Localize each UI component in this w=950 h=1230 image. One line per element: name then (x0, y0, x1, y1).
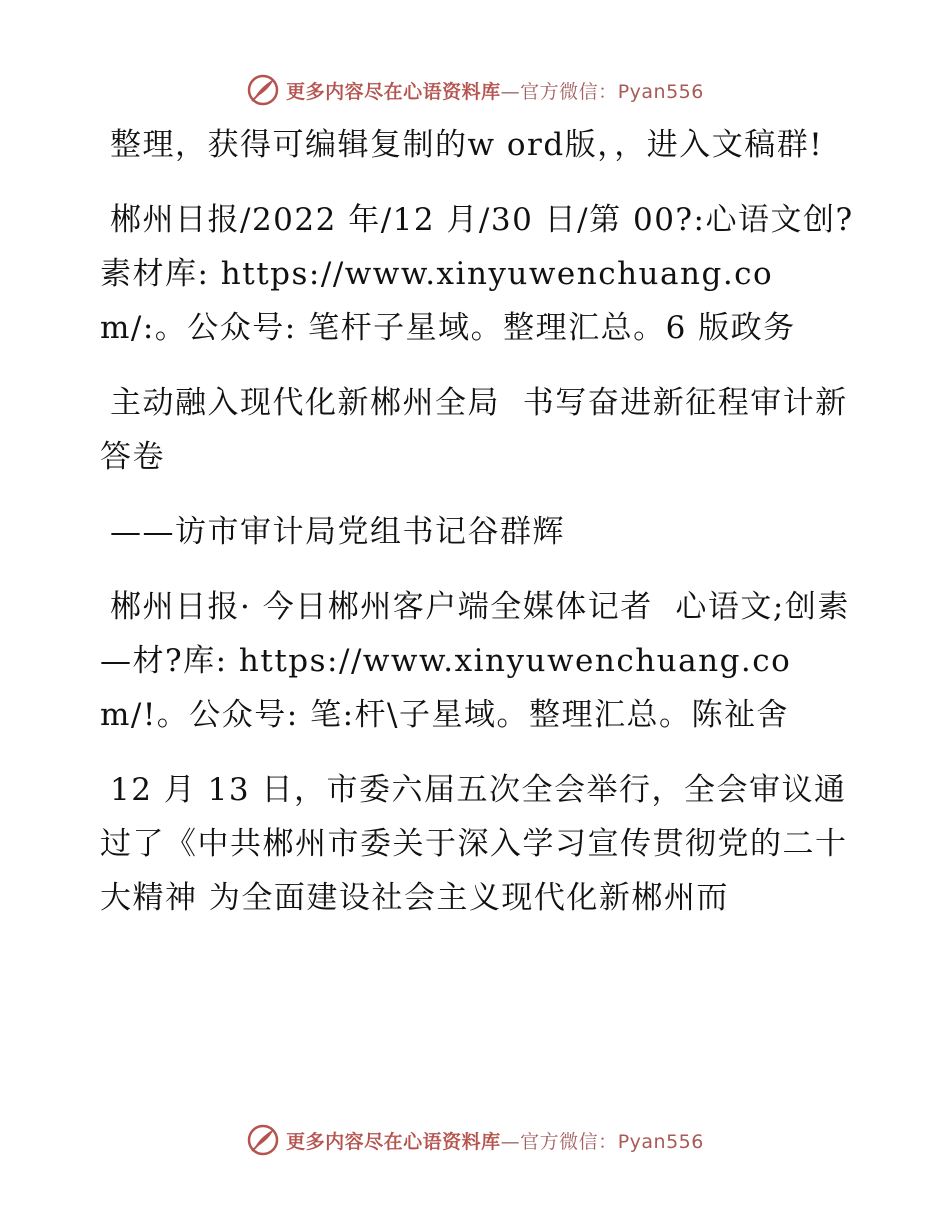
watermark-brand: 更多内容尽在心语资料库 (286, 1130, 501, 1153)
article-subheadline: ——访市审计局党组书记谷群辉 (110, 514, 565, 550)
watermark-wechat-label: 官方微信： (520, 1130, 618, 1153)
watermark-text (286, 1127, 704, 1154)
quill-logo-icon (246, 1123, 280, 1157)
paragraph-source: 郴州日报/2022 年/12 月/30 日/第 00?:心语文创?素材库: https://www.xinyuwenchuang.com/:。公众号: 笔杆子星域。整理汇总。6 版政务 (100, 202, 854, 346)
article-headline: 主动融入现代化新郴州全局 书写奋进新征程审计新答卷 (100, 385, 848, 475)
watermark-separator: — (500, 80, 521, 103)
watermark-wechat-id: Pyan556 (617, 1130, 704, 1153)
watermark-text (286, 77, 704, 104)
quill-logo-icon (246, 73, 280, 107)
paragraph-intro: 整理，获得可编辑复制的w ord版，，进入文稿群! (110, 127, 824, 163)
watermark-wechat-label: 官方微信： (520, 80, 618, 103)
watermark-header (0, 70, 950, 110)
document-body (100, 118, 860, 946)
article-body-paragraph: 12 月 13 日，市委六届五次全会举行，全会审议通过了《中共郴州市委关于深入学习宣传贯彻党的二十大精神 为全面建设社会主义现代化新郴州而 (100, 772, 848, 916)
watermark-footer (0, 1120, 950, 1160)
watermark-separator: — (500, 1130, 521, 1153)
watermark-wechat-id: Pyan556 (617, 80, 704, 103)
article-byline: 郴州日报· 今日郴州客户端全媒体记者 心语文;创素—材?库: https://www.xinyuwenchuang.com/!。公众号: 笔:杆\子星域。整理汇总。陈祉舍 (100, 589, 850, 733)
watermark-brand: 更多内容尽在心语资料库 (286, 80, 501, 103)
